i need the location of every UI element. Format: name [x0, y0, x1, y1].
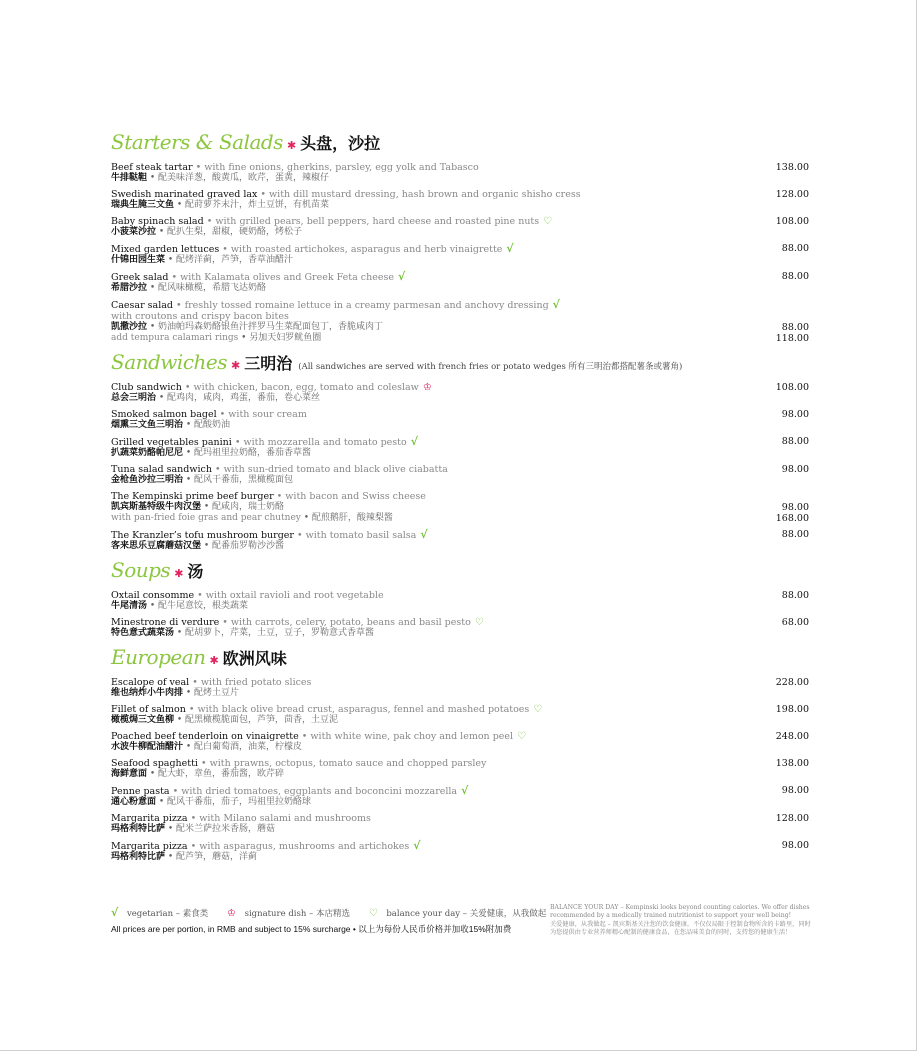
item-price: 88.00 — [781, 271, 809, 282]
item-name-zh: 瑞典生腌三文鱼 — [111, 200, 175, 210]
item-description-continued: with croutons and crispy bacon bites — [111, 311, 289, 322]
item-english-line — [111, 677, 719, 688]
item-name: Escalope of veal — [111, 677, 190, 688]
menu-item — [111, 162, 809, 184]
item-description-zh: • 配美味洋葱，酸黄瓜，欧芹，蛋黄，辣椒仔 — [147, 173, 330, 183]
item-english-line — [111, 529, 719, 541]
item-description: • with Milano salami and mushrooms — [187, 813, 371, 824]
item-chinese-line — [111, 688, 719, 699]
menu-section — [111, 645, 809, 863]
menu-item — [111, 189, 809, 211]
item-price: 138.00 — [775, 162, 809, 173]
item-price: 88.00 — [781, 322, 809, 333]
legend-balance — [365, 909, 553, 919]
checkmark-leaf-icon: √ — [506, 242, 514, 255]
item-name: Minestrone di verdure — [111, 617, 220, 628]
item-description-zh: • 配胡萝卜，芹菜，土豆，豆子，罗勒意式香草酱 — [174, 628, 375, 638]
item-english-line — [111, 704, 719, 715]
item-chinese-line — [111, 824, 719, 835]
item-price: 98.00 — [781, 840, 809, 851]
item-description: • with chicken, bacon, egg, tomato and coleslaw — [181, 382, 419, 393]
item-chinese-line — [111, 628, 719, 639]
item-description-zh: • 配番茄罗勒沙沙酱 — [201, 541, 285, 551]
heart-leaf-icon: ♡ — [533, 704, 543, 715]
item-name: Club sandwich — [111, 382, 182, 393]
item-name: Fillet of salmon — [111, 704, 186, 715]
item-price: 128.00 — [775, 813, 809, 824]
icon-legend — [111, 906, 551, 919]
menu-item — [111, 617, 809, 639]
menu-item — [111, 464, 809, 486]
item-price: 88.00 — [781, 590, 809, 601]
item-option-price: 168.00 — [775, 513, 809, 524]
section-title-script: Sandwiches — [111, 350, 228, 374]
balance-note-zh: 关爱健康，从我做起 – 凯宾斯基关注您的饮食健康，不仅仅局限于控制食物所含的卡路里，同时为您提供由专业营养师精心配制的健康食品，在您品味美食的同时，支持您的健康生活！ — [550, 921, 811, 936]
item-english-line — [111, 617, 719, 628]
menu-section — [111, 350, 809, 552]
price-note: All prices are per portion, in RMB and subject to 15% surcharge • 以上为每份人民币价格并加收15%附加费 — [111, 924, 512, 934]
item-description-zh: • 配风味橄榄，希腊飞达奶酪 — [147, 283, 267, 293]
menu-item — [111, 529, 809, 552]
menu-section — [111, 130, 809, 344]
item-price: 108.00 — [775, 216, 809, 227]
section-title-script: Soups — [111, 558, 171, 582]
heart-leaf-icon: ♡ — [543, 216, 553, 227]
item-name: Margarita pizza — [111, 841, 188, 852]
item-description: • with bacon and Swiss cheese — [273, 491, 426, 502]
item-chinese-line — [111, 173, 719, 184]
item-english-line — [111, 491, 719, 502]
menu-item — [111, 590, 809, 612]
item-chinese-line — [111, 601, 719, 612]
flower-icon: ✱ — [209, 654, 219, 667]
item-option-price: 118.00 — [775, 333, 809, 344]
item-description-zh: • 配白葡萄酒，油菜，柠檬皮 — [183, 742, 303, 752]
item-name: Swedish marinated graved lax — [111, 189, 258, 200]
menu-item — [111, 758, 809, 780]
item-description-zh: • 奶油帕玛森奶酪银鱼汁拌罗马生菜配面包丁，香脆咸肉丁 — [147, 322, 384, 332]
item-english-line — [111, 813, 719, 824]
item-price: 98.00 — [781, 409, 809, 420]
heart-leaf-icon: ♡ — [474, 617, 484, 628]
item-english-line — [111, 271, 719, 283]
item-chinese-line — [111, 541, 719, 552]
item-name-zh: 特色意式蔬菜汤 — [111, 628, 175, 638]
item-english-line — [111, 299, 719, 311]
item-name-zh: 凯宾斯基特级牛肉汉堡 — [111, 502, 202, 512]
menu-item — [111, 409, 809, 431]
item-description: • with black olive bread crust, asparagus, fennel and mashed potatoes — [185, 704, 530, 715]
item-name-zh: 牛排鞑靼 — [111, 173, 148, 183]
section-title — [111, 130, 809, 156]
menu-footer — [111, 906, 551, 935]
menu-item — [111, 491, 809, 524]
item-name: The Kempinski prime beef burger — [111, 491, 274, 502]
item-price: 98.00 — [781, 502, 809, 513]
item-english-line — [111, 590, 719, 601]
item-name-zh: 凯撒沙拉 — [111, 322, 148, 332]
item-name-zh: 扒蔬菜奶酪帕尼尼 — [111, 448, 184, 458]
item-name: Smoked salmon bagel — [111, 409, 217, 420]
item-chinese-line — [111, 227, 719, 238]
section-title-script: European — [111, 645, 206, 669]
item-english-line — [111, 243, 719, 255]
section-note: (All sandwiches are served with french fries or potato wedges 所有三明治都搭配薯条或薯角) — [298, 362, 683, 372]
item-description-zh: • 配玛祖里拉奶酪，番茄香草酱 — [183, 448, 312, 458]
menu-item — [111, 704, 809, 726]
item-description: • with grilled pears, bell peppers, hard cheese and roasted pine nuts — [203, 216, 540, 227]
item-price: 88.00 — [781, 243, 809, 254]
item-option: with pan-fried foie gras and pear chutney — [111, 513, 301, 523]
checkmark-leaf-icon: √ — [397, 270, 406, 283]
item-chinese-line — [111, 448, 719, 459]
item-name-zh: 小菠菜沙拉 — [111, 227, 157, 237]
menu-section — [111, 558, 809, 639]
item-description-zh: • 配大虾，章鱼，番茄酱，欧芹碎 — [147, 769, 285, 779]
item-name: Poached beef tenderloin on vinaigrette — [111, 731, 299, 742]
menu-item — [111, 436, 809, 459]
legend-vegetarian — [111, 906, 214, 919]
item-description-zh: • 配烤洋蓟，芦笋，香草油醋汁 — [165, 255, 294, 265]
item-description-zh: • 配咸肉，瑞士奶酪 — [201, 502, 285, 512]
item-chinese-line — [111, 715, 719, 726]
item-description: • with asparagus, mushrooms and artichokes — [187, 841, 410, 852]
item-price: 88.00 — [781, 436, 809, 447]
checkmark-leaf-icon: √ — [111, 906, 119, 919]
item-name: The Kranzler’s tofu mushroom burger — [111, 530, 294, 541]
item-description: • with roasted artichokes, asparagus and herb vinaigrette — [219, 244, 503, 255]
item-price: 228.00 — [775, 677, 809, 688]
section-title — [111, 558, 809, 584]
item-name: Oxtail consomme — [111, 590, 195, 601]
item-option-zh: • 配煎鹅肝，酸辣梨酱 — [300, 513, 393, 523]
item-english-line — [111, 731, 719, 742]
item-name-zh: 烟熏三文鱼三明治 — [111, 420, 184, 430]
item-english-line — [111, 758, 719, 769]
item-english-line — [111, 436, 719, 448]
item-description: • with carrots, celery, potato, beans and basil pesto — [219, 617, 471, 628]
item-description-zh: • 配芦笋，蘑菇，洋蓟 — [165, 852, 258, 862]
item-description-zh: • 配莳萝芥末汁，炸土豆饼，有机苗菜 — [174, 200, 330, 210]
flower-icon: ✱ — [231, 359, 241, 372]
item-option-line — [111, 513, 719, 524]
section-title-script: Starters & Salads — [111, 130, 283, 154]
menu-item — [111, 840, 809, 863]
menu-item — [111, 382, 809, 404]
heart-leaf-icon: ♡ — [517, 731, 527, 742]
item-price: 98.00 — [781, 464, 809, 475]
heart-leaf-icon: ♡ — [368, 908, 378, 919]
item-name: Margarita pizza — [111, 813, 188, 824]
item-name-zh: 什锦田园生菜 — [111, 255, 166, 265]
item-english-line — [111, 464, 719, 475]
item-chinese-line — [111, 742, 719, 753]
menu-item — [111, 785, 809, 808]
item-description: • with fried potato slices — [189, 677, 312, 688]
item-description: • with dill mustard dressing, hash brown and organic shisho cress — [257, 189, 581, 200]
item-english-line — [111, 189, 719, 200]
section-title — [111, 645, 809, 671]
flower-icon: ✱ — [286, 139, 297, 152]
item-price: 248.00 — [775, 731, 809, 742]
item-chinese-line — [111, 322, 719, 333]
item-description: • with sun-dried tomato and black olive ciabatta — [211, 464, 448, 475]
section-title — [111, 350, 809, 376]
item-description: • with Kalamata olives and Greek Feta cheese — [168, 272, 394, 283]
item-chinese-line — [111, 797, 719, 808]
item-english-line — [111, 409, 719, 420]
menu-item — [111, 271, 809, 294]
item-english-line — [111, 216, 719, 227]
item-description: • with fine onions, gherkins, parsley, egg yolk and Tabasco — [192, 162, 479, 173]
item-english-line — [111, 785, 719, 797]
menu-item — [111, 299, 809, 344]
item-english-line — [111, 382, 719, 393]
checkmark-leaf-icon: √ — [552, 298, 560, 311]
item-name-zh: 水波牛柳配油醋汁 — [111, 742, 184, 752]
checkmark-leaf-icon: √ — [413, 839, 421, 852]
item-name: Caesar salad — [111, 300, 173, 311]
item-description: • with dried tomatoes, eggplants and boconcini mozzarella — [169, 786, 458, 797]
item-chinese-line — [111, 502, 719, 513]
item-name-zh: 海鲜意面 — [111, 769, 148, 779]
menu-item — [111, 243, 809, 266]
item-description: • with white wine, pak choy and lemon peel — [298, 731, 514, 742]
menu-item — [111, 813, 809, 835]
item-chinese-line — [111, 200, 719, 211]
legend-signature — [223, 909, 356, 919]
item-name: Seafood spaghetti — [111, 758, 198, 769]
item-chinese-line — [111, 393, 719, 404]
item-price: 88.00 — [781, 529, 809, 540]
item-chinese-line — [111, 769, 719, 780]
legend-balance-text: balance your day – 关爱健康，从我做起 — [386, 909, 547, 919]
item-description: • with prawns, octopus, tomato sauce and chopped parsley — [197, 758, 487, 769]
checkmark-leaf-icon: √ — [461, 784, 469, 797]
item-chinese-line — [111, 475, 719, 486]
item-name: Mixed garden lettuces — [111, 244, 220, 255]
chef-hat-icon: ♔ — [422, 382, 432, 393]
item-description-zh: • 配扒生梨，甜椒，硬奶酪，烤松子 — [156, 227, 303, 237]
item-description-zh: • 配风干番茄，黑橄榄面包 — [183, 475, 294, 485]
balance-your-day-note — [550, 904, 812, 936]
checkmark-leaf-icon: √ — [420, 528, 428, 541]
item-description: • with tomato basil salsa — [293, 530, 417, 541]
item-name-zh: 总会三明治 — [111, 393, 157, 403]
item-chinese-line — [111, 255, 719, 266]
item-description: • freshly tossed romaine lettuce in a creamy parmesan and anchovy dressing — [172, 300, 549, 311]
item-price: 108.00 — [775, 382, 809, 393]
legend-signature-text: signature dish – 本店精选 — [244, 909, 350, 919]
item-description: • with oxtail ravioli and root vegetable — [194, 590, 384, 601]
item-name-zh: 玛格利特比萨 — [111, 824, 166, 834]
item-name-zh: 维也纳炸小牛肉排 — [111, 688, 184, 698]
item-name: Grilled vegetables panini — [111, 437, 232, 448]
item-option: add tempura calamari rings — [111, 333, 239, 343]
item-option-line — [111, 333, 719, 344]
item-description-zh: • 配烤土豆片 — [183, 688, 240, 698]
item-price: 138.00 — [775, 758, 809, 769]
item-description-zh: • 配酸奶油 — [183, 420, 231, 430]
item-name: Greek salad — [111, 272, 169, 283]
item-english-line — [111, 162, 719, 173]
item-price: 128.00 — [775, 189, 809, 200]
item-name-zh: 客来思乐豆腐蘑菇汉堡 — [111, 541, 202, 551]
item-name-zh: 橄榄焗三文鱼柳 — [111, 715, 175, 725]
item-name: Baby spinach salad — [111, 216, 204, 227]
item-name: Penne pasta — [111, 786, 170, 797]
section-title-zh: 汤 — [187, 562, 204, 581]
section-title-zh: 欧洲风味 — [222, 649, 287, 668]
item-chinese-line — [111, 420, 719, 431]
item-name-zh: 通心粉意面 — [111, 797, 157, 807]
item-price: 198.00 — [775, 704, 809, 715]
menu-item — [111, 731, 809, 753]
item-name-zh: 牛尾清汤 — [111, 601, 148, 611]
balance-note-en: BALANCE YOUR DAY – Kempinski looks beyond counting calories. We offer dishes recommended by a medically trained nutritionist to support your well being! — [550, 904, 810, 919]
menu-content — [111, 130, 809, 869]
section-title-zh: 三明治 — [244, 354, 293, 373]
item-description: • with mozzarella and tomato pesto — [231, 437, 407, 448]
item-name: Tuna salad sandwich — [111, 464, 212, 475]
item-description-zh: • 配黑橄榄脆面包，芦笋，茴香，土豆泥 — [174, 715, 339, 725]
item-description-zh: • 配鸡肉，咸肉，鸡蛋，番茄，卷心菜丝 — [156, 393, 321, 403]
item-chinese-line — [111, 283, 719, 294]
item-name-zh: 金枪鱼沙拉三明治 — [111, 475, 184, 485]
item-chinese-line — [111, 852, 719, 863]
chef-hat-icon: ♔ — [226, 908, 236, 919]
item-description-zh: • 配风干番茄，茄子，玛祖里拉奶酪球 — [156, 797, 312, 807]
item-description-zh: • 配米兰萨拉米香肠，蘑菇 — [165, 824, 276, 834]
item-price: 68.00 — [781, 617, 809, 628]
section-title-zh: 头盘，沙拉 — [300, 134, 381, 153]
flower-icon: ✱ — [174, 567, 184, 580]
item-english-line — [111, 840, 719, 852]
checkmark-leaf-icon: √ — [410, 435, 418, 448]
menu-item — [111, 216, 809, 238]
menu-item — [111, 677, 809, 699]
legend-vegetarian-text: vegetarian – 素食类 — [126, 909, 209, 919]
item-description: • with sour cream — [216, 409, 307, 420]
item-description-zh: • 配牛尾意饺，根类蔬菜 — [147, 601, 249, 611]
item-price: 98.00 — [781, 785, 809, 796]
item-name: Beef steak tartar — [111, 162, 193, 173]
item-name-zh: 玛格利特比萨 — [111, 852, 166, 862]
item-option-zh: • 另加天妇罗鱿鱼圈 — [238, 333, 322, 343]
item-name-zh: 希腊沙拉 — [111, 283, 148, 293]
